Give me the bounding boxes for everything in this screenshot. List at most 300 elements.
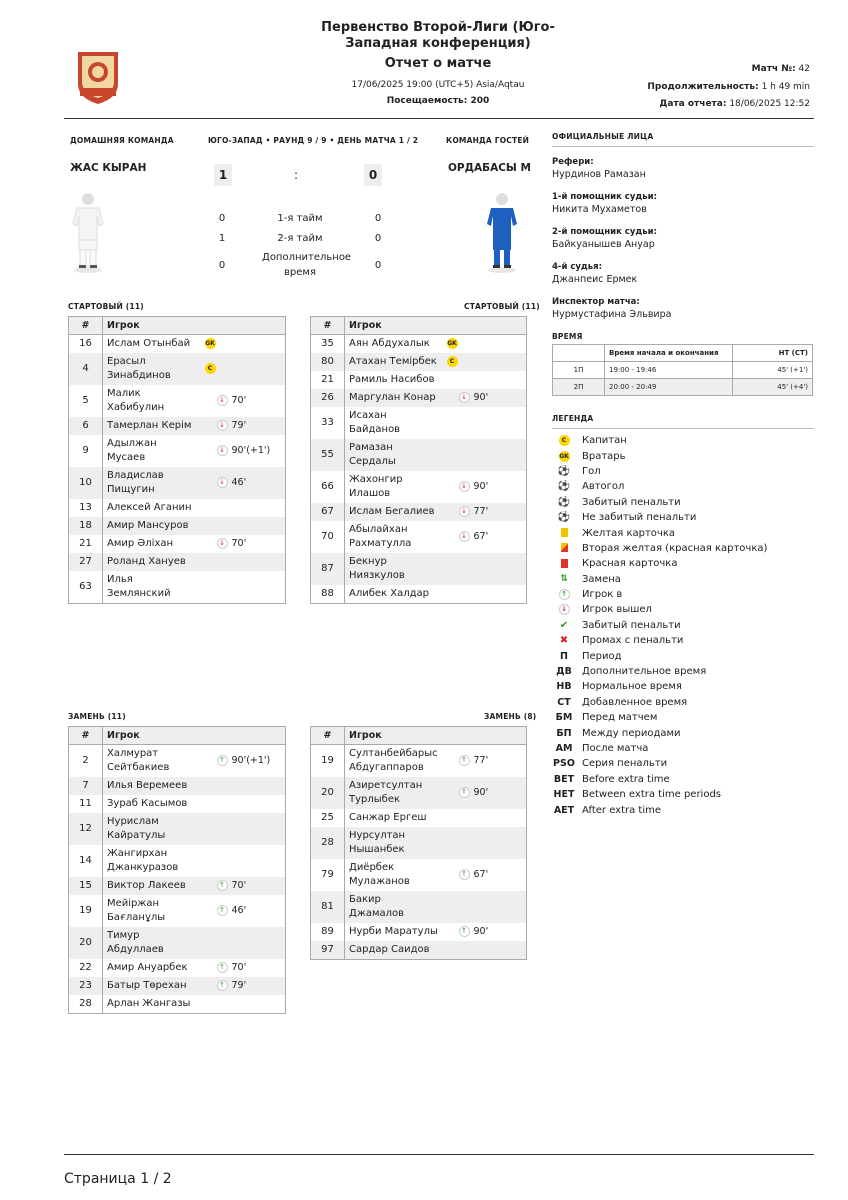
- player-out-icon: ↓: [217, 445, 228, 456]
- legend-label: Гол: [582, 465, 601, 477]
- player-number: 81: [311, 891, 345, 923]
- player-number: 33: [311, 407, 345, 439]
- player-name: Аян Абдухалык: [345, 335, 443, 354]
- player-out-icon: ↓: [459, 392, 470, 403]
- player-out-icon: ↓: [217, 477, 228, 488]
- legend-label: После матча: [582, 743, 649, 754]
- player-number: 5: [69, 385, 103, 417]
- legend-label: Игрок вышел: [582, 604, 652, 616]
- player-row: [311, 827, 527, 859]
- abbr-icon: П: [560, 650, 568, 662]
- half-row: 0 Дополнительное время 0: [218, 252, 382, 278]
- penalty-scored-icon: ✔: [559, 619, 569, 631]
- player-row: [311, 371, 527, 389]
- player-event: [443, 585, 527, 604]
- official-role: 2-й помощник судьи:: [552, 227, 657, 237]
- player-row: [69, 877, 286, 895]
- event-minute: 77': [473, 755, 489, 766]
- player-number: 55: [311, 439, 345, 471]
- player-row: [311, 585, 527, 604]
- legend-label: Замена: [582, 573, 621, 585]
- player-name: Виктор Лакеев: [103, 877, 201, 895]
- legend-section: [552, 414, 814, 818]
- event-minute: 46': [231, 905, 247, 916]
- player-number: 4: [69, 353, 103, 385]
- away-team-name: ОРДАБАСЫ М: [448, 162, 531, 174]
- player-event: [201, 467, 286, 499]
- player-name: Нурби Маратулы: [345, 923, 443, 941]
- player-name: Ислам Отынбай: [103, 335, 201, 354]
- player-in-icon: ↑: [459, 787, 470, 798]
- player-event: [201, 417, 286, 435]
- competition-title: Первенство Второй-Лиги (Юго-Западная конференция): [321, 20, 555, 51]
- player-in-icon: ↑: [459, 755, 470, 766]
- legend-item: [552, 525, 814, 540]
- player-name: Алексей Аганин: [103, 499, 201, 517]
- time-row: 1П 19:00 - 19:46 45' (+1'): [553, 362, 813, 379]
- player-name: Азиретсултан Турлыбек: [345, 777, 443, 809]
- player-number: 9: [69, 435, 103, 467]
- player-event: [443, 809, 527, 827]
- player-name: Рамиль Насибов: [345, 371, 443, 389]
- player-row: [311, 859, 527, 891]
- player-name: Мейіржан Бағланұлы: [103, 895, 201, 927]
- player-row: [69, 977, 286, 995]
- abbr-icon: НВ: [556, 681, 572, 693]
- player-number: 79: [311, 859, 345, 891]
- player-name: Бакир Джамалов: [345, 891, 443, 923]
- abbr-icon: АМ: [555, 743, 573, 754]
- player-row: [311, 471, 527, 503]
- round-info: ЮГО-ЗАПАД • РАУНД 9 / 9 • ДЕНЬ МАТЧА 1 / 2: [208, 136, 419, 145]
- player-event: [201, 553, 286, 571]
- player-row: [69, 959, 286, 977]
- player-name: Ерасыл Зинабдинов: [103, 353, 201, 385]
- player-row: [311, 891, 527, 923]
- player-row: [69, 417, 286, 435]
- legend-item: [552, 802, 814, 817]
- player-row: [311, 389, 527, 407]
- player-number: 11: [69, 795, 103, 813]
- player-row: [311, 521, 527, 553]
- player-in-icon: ↑: [459, 869, 470, 880]
- legend-label: Период: [582, 650, 622, 662]
- player-row: [311, 503, 527, 521]
- legend-item: [552, 510, 814, 525]
- player-row: [311, 941, 527, 960]
- legend-label: Капитан: [582, 435, 627, 447]
- penalty-missed-icon: ⚽: [557, 512, 571, 524]
- report-date-value: 18/06/2025 12:52: [729, 99, 810, 109]
- attendance-label: Посещаемость:: [386, 96, 468, 106]
- player-name: Нурсултан Нышанбек: [345, 827, 443, 859]
- legend-label: Вратарь: [582, 450, 626, 462]
- legend-label: After extra time: [582, 804, 662, 816]
- col-number-header: #: [311, 317, 345, 335]
- player-event: [201, 385, 286, 417]
- time-col-range: Время начала и окончания: [605, 345, 733, 362]
- duration-value: 1 h 49 min: [761, 82, 810, 92]
- officials-heading: ОФИЦИАЛЬНЫЕ ЛИЦА: [552, 132, 814, 147]
- player-name: Сардар Саидов: [345, 941, 443, 960]
- federation-logo: [74, 48, 122, 106]
- player-event: [443, 553, 527, 585]
- event-minute: 90': [473, 481, 489, 492]
- player-in-icon: ↑: [459, 926, 470, 937]
- official-item: [552, 157, 814, 180]
- event-minute: 70': [231, 395, 247, 406]
- legend-item: [552, 787, 814, 802]
- away-subs-label: ЗАМЕНЬ (8): [484, 712, 537, 721]
- player-number: 23: [69, 977, 103, 995]
- legend-item: [552, 648, 814, 663]
- player-in-icon: ↑: [552, 589, 576, 600]
- official-item: [552, 262, 814, 285]
- goalkeeper-badge-icon: GK: [205, 340, 215, 347]
- player-number: 14: [69, 845, 103, 877]
- player-number: 21: [311, 371, 345, 389]
- goalkeeper-badge-icon: GK: [447, 340, 457, 347]
- legend-item: [552, 587, 814, 602]
- table-header: [311, 727, 527, 745]
- player-number: 12: [69, 813, 103, 845]
- substitution-icon: ⇅: [560, 574, 568, 585]
- player-row: [69, 499, 286, 517]
- player-event: [443, 859, 527, 891]
- away-starting-label: СТАРТОВЫЙ (11): [464, 302, 540, 311]
- time-row: 2П 20:00 - 20:49 45' (+4'): [553, 379, 813, 396]
- time-col-ht: HT (CT): [733, 345, 813, 362]
- time-table: [552, 344, 813, 396]
- player-event: [443, 827, 527, 859]
- legend-label: Автогол: [582, 481, 625, 493]
- time-col-period: [553, 345, 605, 362]
- col-player-header: Игрок: [345, 317, 527, 335]
- player-row: [69, 517, 286, 535]
- score-separator: :: [294, 168, 299, 182]
- legend-list: [552, 433, 814, 818]
- player-event: [201, 845, 286, 877]
- half-scores: [210, 208, 390, 282]
- legend-item: [552, 541, 814, 556]
- player-event: [443, 891, 527, 923]
- report-date: [659, 99, 810, 109]
- legend-label: Забитый пенальти: [582, 619, 681, 631]
- player-out-icon: ↓: [217, 538, 228, 549]
- player-event: [201, 535, 286, 553]
- player-row: [69, 571, 286, 604]
- player-out-icon: ↓: [459, 506, 470, 517]
- player-number: 70: [311, 521, 345, 553]
- player-in-icon: ↑: [217, 755, 228, 766]
- legend-label: Желтая карточка: [582, 527, 675, 539]
- event-minute: 67': [473, 531, 489, 542]
- match-number-value: 42: [798, 64, 810, 74]
- abbr-icon: BET: [553, 773, 575, 785]
- away-score: 0: [364, 164, 382, 186]
- legend-item: [552, 710, 814, 725]
- captain-badge-icon: C: [447, 356, 458, 367]
- player-event: [443, 941, 527, 960]
- captain-badge-icon: C: [205, 363, 216, 374]
- player-name: Жахонгир Илашов: [345, 471, 443, 503]
- player-name: Роланд Хануев: [103, 553, 201, 571]
- match-number-label: Матч №:: [751, 64, 796, 74]
- player-in-icon: ↑: [217, 980, 228, 991]
- player-event: [201, 745, 286, 778]
- player-event: [443, 353, 527, 371]
- player-row: [69, 927, 286, 959]
- half-row: 0 1-я тайм 0: [218, 212, 382, 224]
- player-row: [311, 553, 527, 585]
- official-name: Нурмустафина Эльвира: [552, 309, 672, 320]
- legend-item: [552, 679, 814, 694]
- legend-heading: ЛЕГЕНДА: [552, 414, 814, 429]
- player-number: 7: [69, 777, 103, 795]
- official-role: 4-й судья:: [552, 262, 603, 272]
- legend-item: [552, 572, 814, 587]
- player-number: 35: [311, 335, 345, 354]
- player-event: [201, 959, 286, 977]
- legend-item: [552, 495, 814, 510]
- player-event: [443, 439, 527, 471]
- player-number: 19: [311, 745, 345, 778]
- legend-item: [552, 664, 814, 679]
- player-number: 80: [311, 353, 345, 371]
- player-event: [443, 777, 527, 809]
- player-number: 28: [311, 827, 345, 859]
- player-row: [69, 845, 286, 877]
- attendance: [290, 96, 586, 106]
- player-event: [443, 471, 527, 503]
- player-out-icon: ↓: [217, 420, 228, 431]
- player-row: [311, 407, 527, 439]
- event-minute: 90'(+1'): [231, 445, 271, 456]
- player-name: Нурислам Кайратулы: [103, 813, 201, 845]
- event-minute: 90': [473, 392, 489, 403]
- player-name: Арлан Жангазы: [103, 995, 201, 1014]
- player-name: Адылжан Мусаев: [103, 435, 201, 467]
- player-row: [69, 813, 286, 845]
- abbr-icon: СТ: [557, 696, 571, 708]
- official-name: Никита Мухаметов: [552, 204, 647, 215]
- legend-item: [552, 464, 814, 479]
- official-role: 1-й помощник судьи:: [552, 192, 657, 202]
- table-header: [311, 317, 527, 335]
- player-name: Рамазан Сердалы: [345, 439, 443, 471]
- player-row: [311, 777, 527, 809]
- player-out-icon: ↓: [459, 481, 470, 492]
- legend-label: Нормальное время: [582, 681, 682, 693]
- player-number: 15: [69, 877, 103, 895]
- player-number: 6: [69, 417, 103, 435]
- col-number-header: #: [69, 727, 103, 745]
- player-name: Жангирхан Джанкуразов: [103, 845, 201, 877]
- away-team-caption: КОМАНДА ГОСТЕЙ: [446, 136, 530, 145]
- legend-item: [552, 756, 814, 771]
- col-number-header: #: [69, 317, 103, 335]
- legend-label: Между периодами: [582, 727, 681, 739]
- player-event: [443, 335, 527, 354]
- player-number: 88: [311, 585, 345, 604]
- player-row: [69, 535, 286, 553]
- penalty-goal-icon: ⚽: [557, 496, 571, 508]
- player-number: 26: [311, 389, 345, 407]
- legend-item: [552, 772, 814, 787]
- player-name: Султанбейбарыс Абдугаппаров: [345, 745, 443, 778]
- player-number: 20: [311, 777, 345, 809]
- event-minute: 79': [231, 980, 247, 991]
- player-name: Илья Землянский: [103, 571, 201, 604]
- abbr-icon: ДВ: [556, 666, 572, 678]
- event-minute: 77': [473, 506, 489, 517]
- player-out-icon: ↓: [459, 531, 470, 542]
- event-minute: 79': [231, 420, 247, 431]
- player-name: Ислам Бегалиев: [345, 503, 443, 521]
- event-minute: 70': [231, 962, 247, 973]
- player-number: 63: [69, 571, 103, 604]
- player-name: Амир Мансуров: [103, 517, 201, 535]
- official-item: [552, 297, 814, 320]
- col-player-header: Игрок: [345, 727, 527, 745]
- player-name: Малик Хабибулин: [103, 385, 201, 417]
- home-starting-table: [68, 316, 286, 604]
- player-in-icon: ↑: [217, 905, 228, 916]
- player-row: [311, 439, 527, 471]
- legend-label: Не забитый пенальти: [582, 512, 697, 524]
- player-name: Амир Ануарбек: [103, 959, 201, 977]
- player-number: 20: [69, 927, 103, 959]
- home-team-name: ЖАС КЫРАН: [70, 162, 147, 174]
- player-number: 27: [69, 553, 103, 571]
- legend-label: Перед матчем: [582, 712, 658, 724]
- player-number: 89: [311, 923, 345, 941]
- player-event: [201, 895, 286, 927]
- event-minute: 70': [231, 538, 247, 549]
- home-subs-label: ЗАМЕНЬ (11): [68, 712, 126, 721]
- player-event: [201, 517, 286, 535]
- player-row: [69, 335, 286, 354]
- goal-icon: ⚽: [557, 465, 571, 477]
- legend-item: [552, 479, 814, 494]
- event-minute: 67': [473, 869, 489, 880]
- away-subs-table: [310, 726, 527, 960]
- official-item: [552, 227, 814, 250]
- half-row: 1 2-я тайм 0: [218, 232, 382, 244]
- player-out-icon: ↓: [552, 604, 576, 615]
- player-number: 22: [69, 959, 103, 977]
- legend-label: Серия пенальти: [582, 758, 668, 770]
- legend-label: Промах с пенальти: [582, 635, 684, 647]
- player-event: [443, 407, 527, 439]
- away-starting-table: [310, 316, 527, 604]
- event-minute: 70': [231, 880, 247, 891]
- match-number: [752, 64, 810, 74]
- player-event: [201, 927, 286, 959]
- player-name: Маргулан Конар: [345, 389, 443, 407]
- player-event: [201, 795, 286, 813]
- player-row: [311, 353, 527, 371]
- table-header: [69, 317, 286, 335]
- player-row: [69, 995, 286, 1014]
- player-name: Илья Веремеев: [103, 777, 201, 795]
- official-name: Нурдинов Рамазан: [552, 169, 646, 180]
- event-minute: 90'(+1'): [231, 755, 271, 766]
- legend-item: [552, 633, 814, 648]
- player-event: [443, 923, 527, 941]
- player-name: Тамерлан Керім: [103, 417, 201, 435]
- official-name: Байкуанышев Ануар: [552, 239, 655, 250]
- second-yellow-icon: [552, 543, 576, 553]
- abbr-icon: БМ: [555, 712, 573, 724]
- player-event: [443, 745, 527, 778]
- player-name: Зураб Касымов: [103, 795, 201, 813]
- legend-item: [552, 741, 814, 756]
- legend-item: [552, 725, 814, 740]
- legend-item: [552, 448, 814, 463]
- officials-list: [552, 157, 814, 320]
- player-row: [311, 923, 527, 941]
- event-minute: 90': [473, 787, 489, 798]
- player-event: [201, 435, 286, 467]
- player-event: [201, 977, 286, 995]
- legend-label: Вторая желтая (красная карточка): [582, 542, 768, 554]
- player-number: 18: [69, 517, 103, 535]
- home-team-caption: ДОМАШНЯЯ КОМАНДА: [70, 136, 174, 145]
- player-number: 67: [311, 503, 345, 521]
- player-event: [201, 571, 286, 604]
- player-row: [69, 435, 286, 467]
- table-header: [69, 727, 286, 745]
- player-number: 97: [311, 941, 345, 960]
- captain-icon: C: [552, 435, 576, 446]
- legend-label: Добавленное время: [582, 696, 688, 708]
- player-row: [69, 353, 286, 385]
- legend-item: [552, 618, 814, 633]
- own-goal-icon: ⚽: [557, 481, 571, 493]
- player-name: Диёрбек Мулажанов: [345, 859, 443, 891]
- officials-section: [552, 132, 814, 332]
- player-event: [201, 995, 286, 1014]
- header-divider: [64, 118, 814, 119]
- player-in-icon: ↑: [217, 962, 228, 973]
- player-event: [201, 499, 286, 517]
- player-event: [443, 503, 527, 521]
- player-event: [443, 371, 527, 389]
- legend-item: [552, 602, 814, 617]
- player-number: 25: [311, 809, 345, 827]
- player-row: [69, 895, 286, 927]
- time-heading: ВРЕМЯ: [552, 332, 583, 341]
- home-score: 1: [214, 164, 232, 186]
- player-name: Бекнур Ниязкулов: [345, 553, 443, 585]
- legend-label: Игрок в: [582, 589, 623, 601]
- legend-item: [552, 556, 814, 571]
- player-number: 16: [69, 335, 103, 354]
- player-name: Халмурат Сейтбакиев: [103, 745, 201, 778]
- abbr-icon: HET: [553, 789, 575, 801]
- duration-label: Продолжительность:: [647, 82, 759, 92]
- player-event: [201, 777, 286, 795]
- event-minute: 46': [231, 477, 247, 488]
- official-role: Инспектор матча:: [552, 297, 640, 307]
- penalty-miss-icon: ✖: [559, 635, 569, 647]
- player-row: [311, 809, 527, 827]
- page-number: Страница 1 / 2: [64, 1171, 172, 1187]
- legend-label: Забитый пенальти: [582, 496, 681, 508]
- goalkeeper-icon: GK: [559, 452, 569, 460]
- red-card-icon: [552, 559, 576, 569]
